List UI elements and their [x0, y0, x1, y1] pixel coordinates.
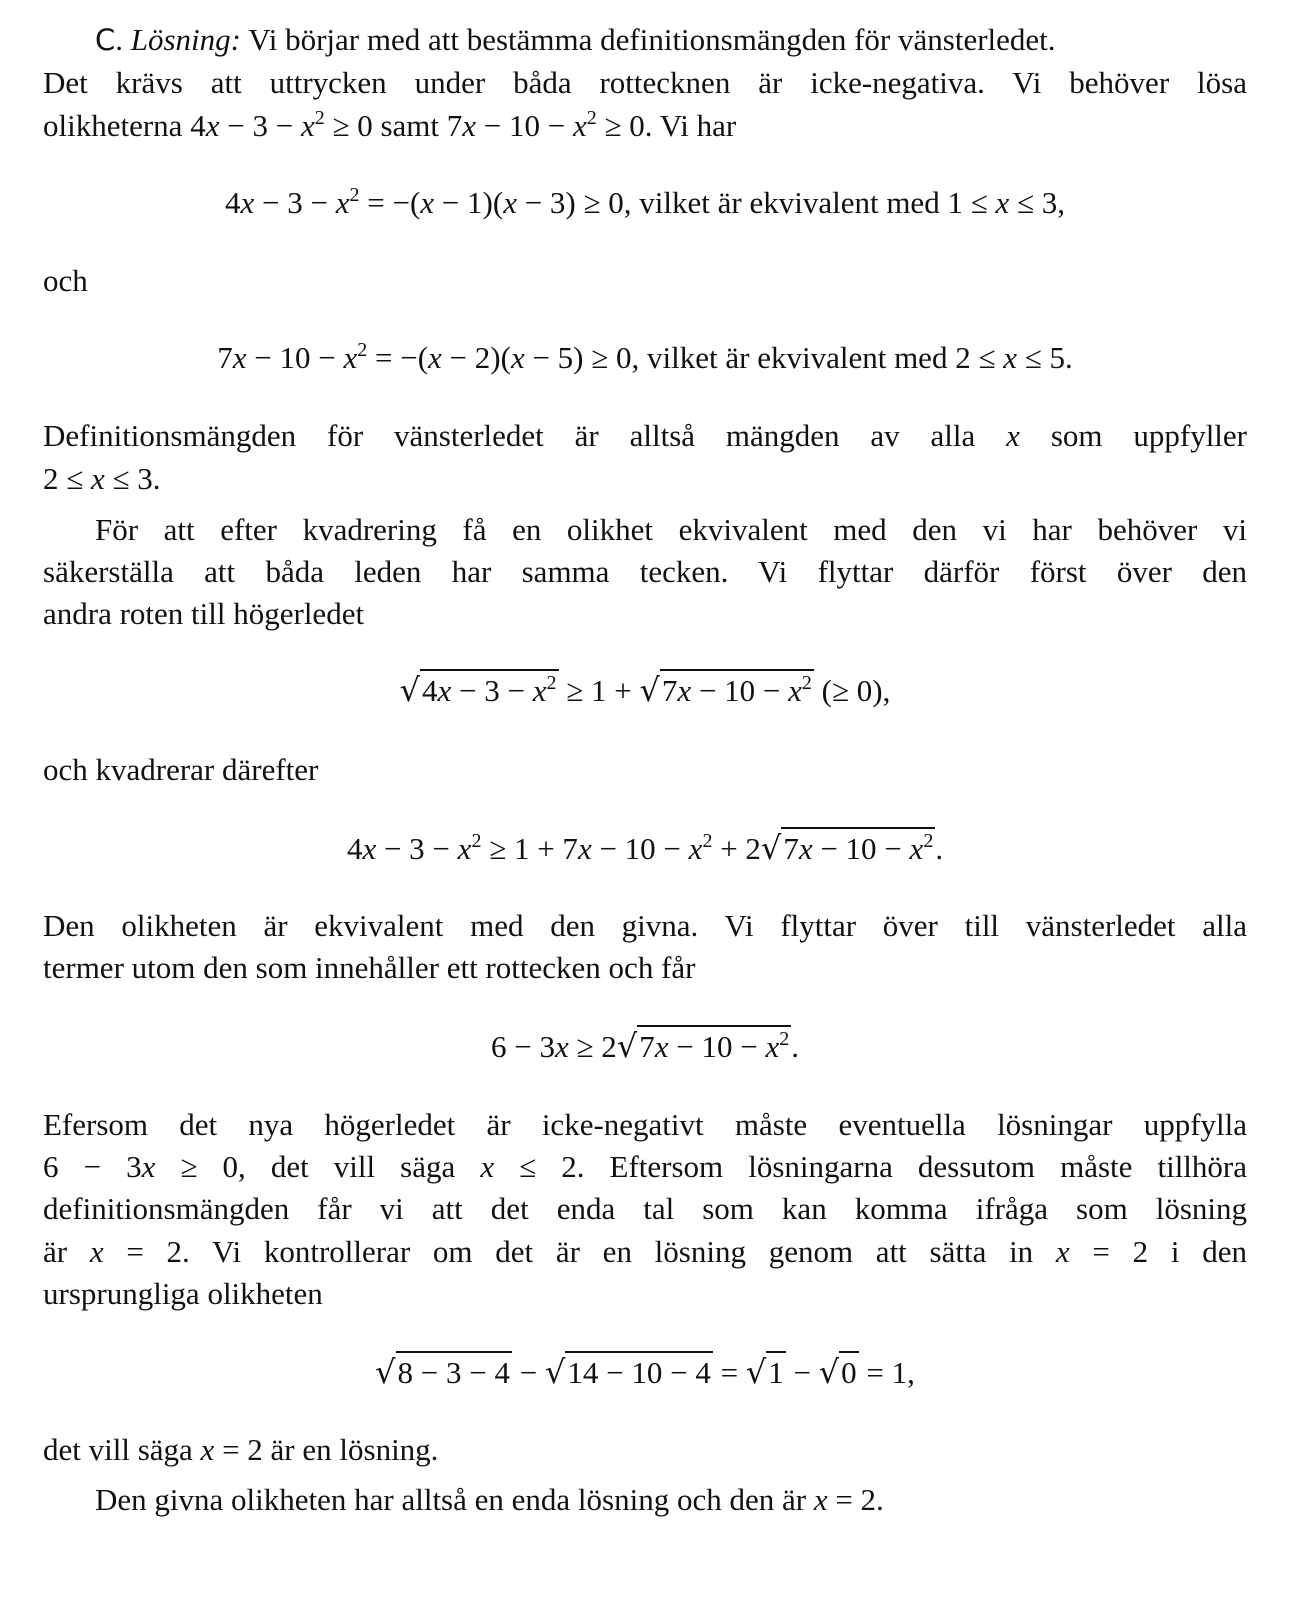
exponent: 2 [586, 107, 597, 129]
problem-label: C [95, 23, 116, 57]
paragraph-line: andra roten till högerledet [43, 596, 365, 631]
equation: $7x - 10 - x^2 = -(x - 2)(x - 5) \ge 0$, vilket är ekvivalent med 2 ≤ x ≤ 5. [217, 339, 1073, 375]
math-variable: x [462, 108, 477, 143]
radical-sign-icon: √ [745, 1353, 767, 1391]
radical-sign-icon: √ [760, 829, 782, 867]
math-variable: x [1055, 1234, 1070, 1269]
math-variable: x [577, 831, 592, 866]
radical-sign-icon: √ [399, 671, 421, 709]
radicand: $7x - 10 - x^2$ [660, 669, 814, 708]
math-variable: x [677, 673, 692, 708]
math-variable: x [437, 673, 452, 708]
math-variable: x [510, 340, 525, 375]
math-variable: x [909, 831, 924, 866]
equation: √8 − 3 − 4 − √14 − 10 − 4 = √1 − √0 = 1, [375, 1353, 915, 1391]
exponent: 2 [702, 830, 713, 852]
radical-sign-icon: √ [545, 1353, 566, 1391]
math-variable: x [457, 831, 472, 866]
square-root [545, 1352, 713, 1393]
paragraph-line: Den givna olikheten har alltså en enda lösning och den är x = 2. [95, 1482, 884, 1517]
paragraph-line: olikheterna $4x - 3 - x^2 \ge 0$ samt $7x - 10 - x^2 \ge 0$. Vi har [43, 107, 737, 143]
math-variable: x [813, 1482, 828, 1517]
radicand: $4x - 3 - x^2$ [420, 669, 559, 708]
exponent: 2 [314, 107, 325, 129]
exponent: 2 [546, 672, 557, 694]
exponent: 2 [801, 672, 812, 694]
paragraph-line: Det krävs att uttrycken under båda rottecknen är icke-negativa. Vi behöver lösa [43, 65, 1247, 100]
paragraph-line: ursprungliga olikheten [43, 1276, 323, 1311]
exponent: 2 [471, 830, 482, 852]
radical-sign-icon: √ [616, 1027, 638, 1065]
math-variable: x [362, 831, 377, 866]
math-variable: x [335, 185, 350, 220]
math-variable: x [573, 108, 587, 143]
paragraph-line: Den olikheten är ekvivalent med den givna. Vi flyttar över till vänsterledet alla [43, 908, 1247, 943]
equation: $4x - 3 - x^2 = -(x - 1)(x - 3) \ge 0$, vilket är ekvivalent med 1 ≤ x ≤ 3, [224, 184, 1065, 220]
math-variable: x [798, 831, 813, 866]
paragraph-line: Efersom det nya högerledet är icke-negativt måste eventuella lösningar uppfylla [43, 1107, 1247, 1142]
paragraph-line: Definitionsmängden för vänsterledet är alltså mängden av alla x som uppfyller [43, 418, 1247, 453]
math-variable: x [503, 185, 517, 220]
square-root [617, 1026, 791, 1067]
paragraph-line: och kvadrerar därefter [43, 752, 319, 787]
square-root [640, 670, 814, 711]
math-variable: x [420, 185, 435, 220]
exponent: 2 [357, 339, 368, 361]
paragraph-line: är x = 2. Vi kontrollerar om det är en lösning genom att sätta in x = 2 i den [43, 1234, 1247, 1269]
radical-sign-icon: √ [375, 1353, 396, 1391]
equation: $4x - 3 - x^2 \ge 1 + 7x - 10 - x^2 + 2√7x - 10 - x^2$. [346, 829, 944, 867]
paragraph-line: det vill säga x = 2 är en lösning. [43, 1432, 439, 1467]
equation: $6 - 3x \ge 2√7x - 10 - x^2$. [491, 1027, 799, 1065]
square-root [400, 670, 559, 711]
math-variable: x [200, 1432, 215, 1467]
square-root [375, 1352, 512, 1393]
radicand: 14 − 10 − 4 [565, 1351, 712, 1390]
math-variable: x [532, 673, 547, 708]
paragraph-line: 2 ≤ x ≤ 3. [43, 461, 161, 496]
math-variable: x [788, 673, 802, 708]
radicand: 0 [839, 1351, 859, 1390]
paragraph-line: säkerställa att båda leden har samma tecken. Vi flyttar därför först över den [43, 554, 1247, 589]
math-variable: x [1006, 418, 1020, 453]
radicand: $7x - 10 - x^2$ [637, 1025, 791, 1064]
math-variable: x [89, 1234, 104, 1269]
math-variable: x [765, 1029, 780, 1064]
exponent: 2 [349, 184, 360, 206]
exponent: 2 [779, 1028, 790, 1050]
paragraph-line: För att efter kvadrering få en olikhet ekvivalent med den vi har behöver vi [95, 512, 1247, 547]
exponent: 2 [923, 830, 934, 852]
paragraph-line: 6 − 3x ≥ 0, det vill säga x ≤ 2. Eftersom lösningarna dessutom måste tillhöra [43, 1149, 1247, 1184]
math-variable: x [688, 831, 703, 866]
radicand: $7x - 10 - x^2$ [781, 827, 935, 866]
equation: $√4x - 3 - x^2 \ge 1 + √7x - 10 - x^2$ (≥ 0), [399, 671, 891, 709]
math-variable: x [91, 461, 105, 496]
math-variable: x [232, 340, 247, 375]
paragraph-line: definitionsmängden får vi att det enda tal som kan komma ifråga som lösning [43, 1191, 1247, 1226]
math-variable: x [240, 185, 255, 220]
radical-sign-icon: √ [818, 1353, 840, 1391]
square-root [746, 1352, 786, 1393]
square-root [761, 828, 935, 869]
radical-sign-icon: √ [639, 671, 660, 709]
math-variable: x [1003, 340, 1017, 375]
math-variable: x [555, 1029, 569, 1064]
math-variable: x [343, 340, 358, 375]
radicand: 1 [766, 1351, 786, 1390]
solution-heading: Lösning: [130, 22, 241, 57]
math-variable: x [205, 108, 220, 143]
math-variable: x [141, 1149, 156, 1184]
paragraph-line: och [43, 263, 88, 298]
paragraph-line: termer utom den som innehåller ett rottecken och får [43, 950, 696, 985]
paragraph-line: C. Lösning: Vi börjar med att bestämma definitionsmängden för vänsterledet. [95, 22, 1056, 57]
radicand: 8 − 3 − 4 [396, 1351, 512, 1390]
math-variable: x [428, 340, 442, 375]
math-variable: x [654, 1029, 669, 1064]
math-variable: x [995, 185, 1010, 220]
math-variable: x [300, 108, 315, 143]
square-root [819, 1352, 859, 1393]
math-variable: x [480, 1149, 495, 1184]
